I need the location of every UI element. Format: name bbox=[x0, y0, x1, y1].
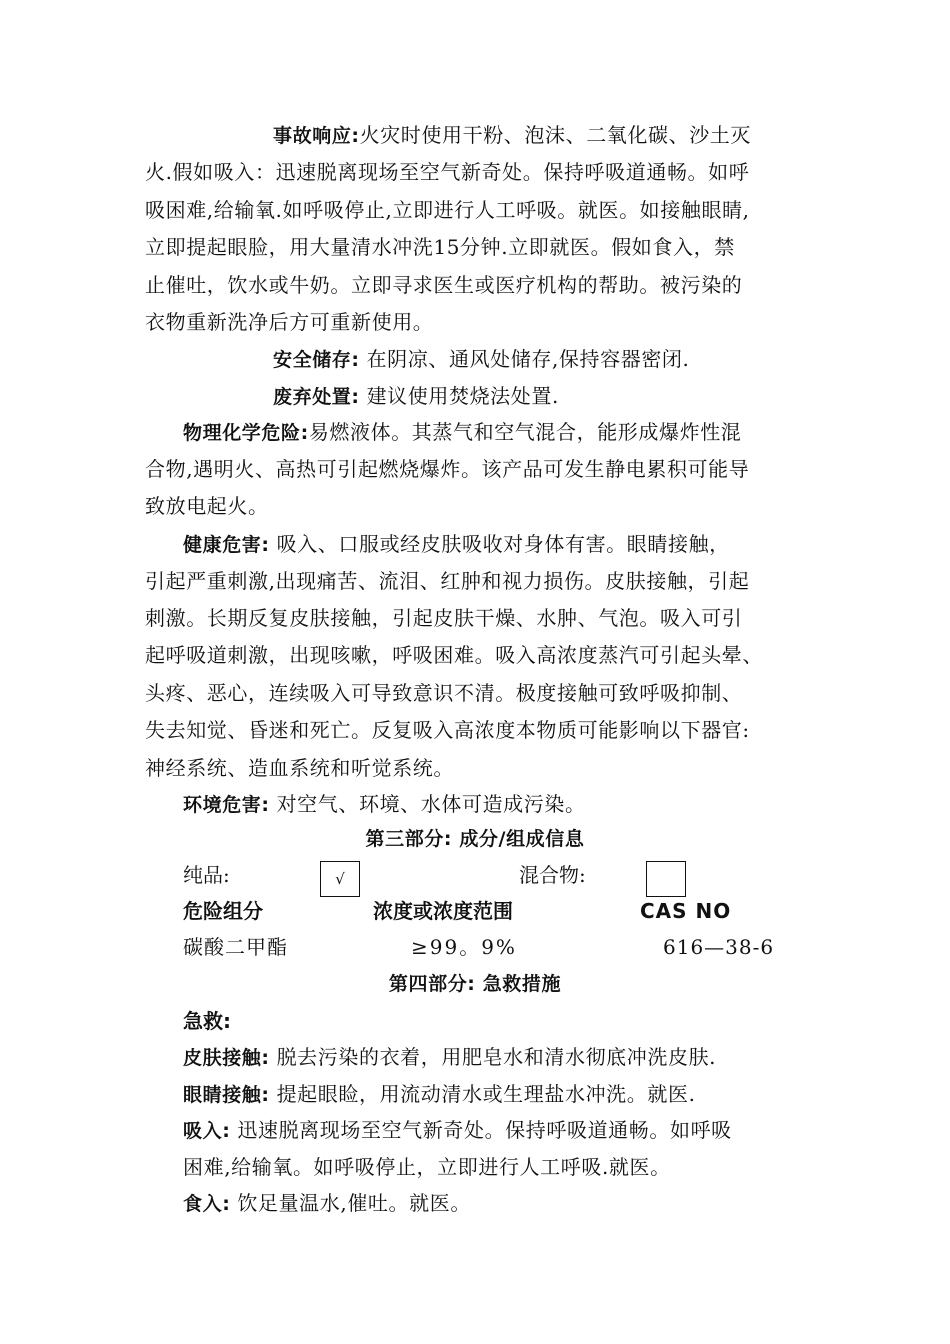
response-label: 事故响应: bbox=[273, 125, 360, 147]
ingest-label: 食入: bbox=[183, 1193, 231, 1215]
pure-checkbox[interactable]: √ bbox=[320, 861, 360, 897]
health-line-1 bbox=[145, 526, 815, 564]
health-line-7: 神经系统、造血系统和听觉系统。 bbox=[145, 756, 454, 780]
health-line-4: 起呼吸道刺激，出现咳嗽，呼吸困难。吸入高浓度蒸汽可引起头晕、 bbox=[145, 643, 763, 667]
ingest-text: 饮足量温水,催吐。就医。 bbox=[237, 1191, 471, 1215]
eye-label: 眼睛接触: bbox=[183, 1084, 270, 1106]
inhale-line-1 bbox=[183, 1112, 732, 1150]
response-line-3: 吸困难,给输氧.如呼吸停止,立即进行人工呼吸。就医。如接触眼睛, bbox=[145, 198, 750, 222]
eye-line bbox=[183, 1076, 696, 1114]
health-label: 健康危害: bbox=[183, 534, 270, 556]
cell-component: 碳酸二甲酯 bbox=[183, 935, 288, 959]
cell-cas: 616—38-6 bbox=[663, 935, 775, 959]
section3-title: 第三部分: 成分/组成信息 bbox=[365, 828, 585, 850]
response-line-2: 火.假如吸入：迅速脱离现场至空气新奇处。保持呼吸道通畅。如呼 bbox=[145, 160, 750, 184]
eye-text: 提起眼睑，用流动清水或生理盐水冲洗。就医. bbox=[276, 1082, 696, 1106]
skin-text: 脱去污染的衣着，用肥皂水和清水彻底冲洗皮肤. bbox=[276, 1045, 717, 1069]
col-header-concentration: 浓度或浓度范围 bbox=[373, 899, 513, 923]
storage-line bbox=[145, 341, 815, 379]
pure-label: 纯品: bbox=[183, 863, 230, 887]
health-text-1: 吸入、口服或经皮肤吸收对身体有害。眼睛接触， bbox=[276, 532, 730, 556]
physchem-line-3: 致放电起火。 bbox=[145, 494, 269, 518]
health-line-6: 失去知觉、昏迷和死亡。反复吸入高浓度本物质可能影响以下器官: bbox=[145, 718, 750, 742]
response-text-1: 火灾时使用干粉、泡沫、二氧化碳、沙土灭 bbox=[359, 123, 752, 147]
skin-label: 皮肤接触: bbox=[183, 1047, 270, 1069]
col-header-cas: CAS NO bbox=[640, 899, 732, 923]
skin-line bbox=[183, 1039, 716, 1077]
environment-line bbox=[145, 786, 815, 824]
physchem-label: 物理化学危险: bbox=[183, 422, 309, 444]
storage-text: 在阴凉、通风处储存,保持容器密闭. bbox=[366, 347, 690, 371]
environment-label: 环境危害: bbox=[183, 794, 270, 816]
disposal-label: 废弃处置: bbox=[273, 386, 360, 408]
health-line-2: 引起严重刺激,出现痛苦、流泪、红肿和视力损伤。皮肤接触，引起 bbox=[145, 569, 750, 593]
ingest-line bbox=[183, 1185, 471, 1223]
disposal-text: 建议使用焚烧法处置. bbox=[366, 384, 559, 408]
physchem-text-1: 易燃液体。其蒸气和空气混合，能形成爆炸性混 bbox=[308, 420, 742, 444]
firstaid-label: 急救: bbox=[183, 1009, 231, 1033]
mixture-label: 混合物: bbox=[519, 863, 586, 887]
health-line-5: 头疼、恶心，连续吸入可导致意识不清。极度接触可致呼吸抑制、 bbox=[145, 681, 743, 705]
physchem-line-1 bbox=[145, 414, 815, 452]
storage-label: 安全储存: bbox=[273, 349, 360, 371]
response-line-6: 衣物重新洗净后方可重新使用。 bbox=[145, 310, 434, 334]
section4-title: 第四部分: 急救措施 bbox=[388, 973, 562, 995]
mixture-checkbox[interactable] bbox=[646, 861, 686, 897]
response-line-4: 立即提起眼脸，用大量清水冲洗15分钟.立即就医。假如食入，禁 bbox=[145, 235, 735, 259]
disposal-line bbox=[145, 378, 815, 416]
physchem-line-2: 合物,遇明火、高热可引起燃烧爆炸。该产品可发生静电累积可能导 bbox=[145, 457, 750, 481]
response-line-5: 止催吐，饮水或牛奶。立即寻求医生或医疗机构的帮助。被污染的 bbox=[145, 273, 743, 297]
environment-text: 对空气、环境、水体可造成污染。 bbox=[276, 792, 586, 816]
inhale-label: 吸入: bbox=[183, 1120, 231, 1142]
inhale-text-1: 迅速脱离现场至空气新奇处。保持呼吸道通畅。如呼吸 bbox=[237, 1118, 732, 1142]
response-line-1 bbox=[145, 117, 815, 155]
cell-concentration: ≥99。9% bbox=[411, 935, 517, 959]
inhale-line-2: 困难,给输氧。如呼吸停止，立即进行人工呼吸.就医。 bbox=[183, 1155, 671, 1179]
health-line-3: 刺激。长期反复皮肤接触，引起皮肤干燥、水肿、气泡。吸入可引 bbox=[145, 606, 743, 630]
col-header-component: 危险组分 bbox=[183, 899, 263, 923]
